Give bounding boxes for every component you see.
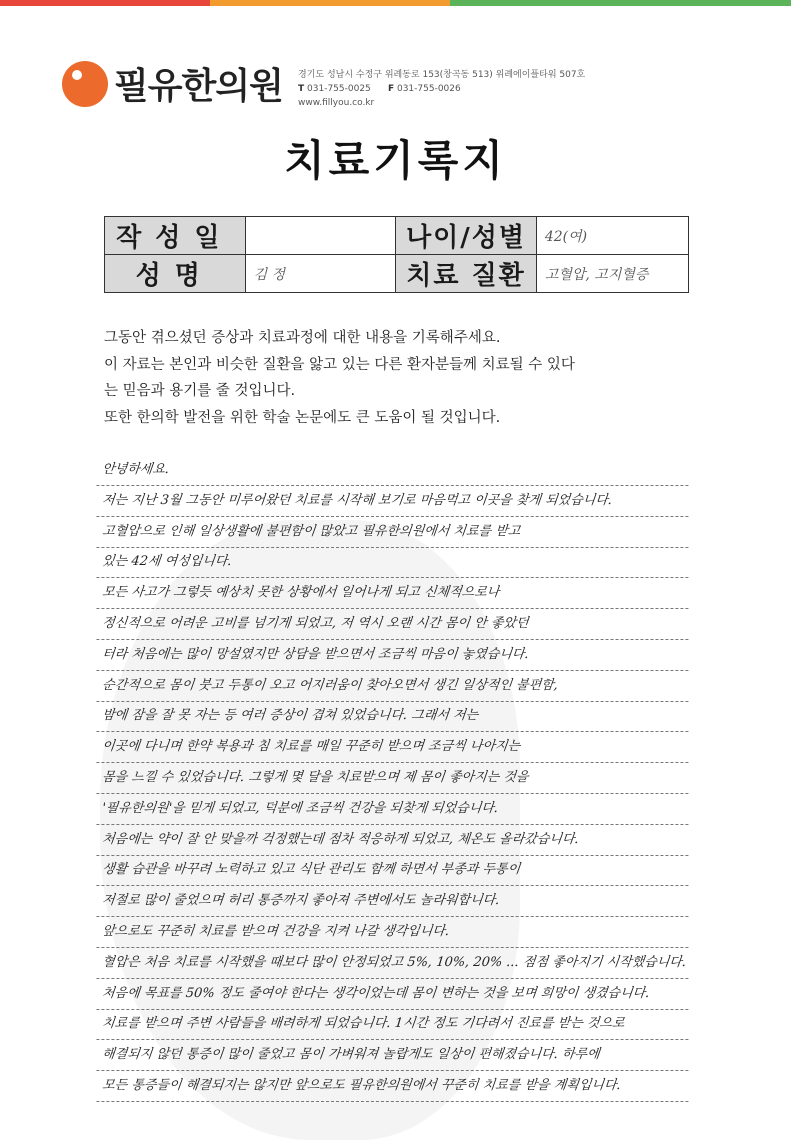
date-value: [245, 217, 396, 255]
phone-label: T: [298, 84, 305, 94]
handwritten-line: 생활 습관을 바꾸려 노력하고 있고 식단 관리도 함께 하면서 부종과 두통이: [96, 855, 691, 886]
handwritten-line: 몸을 느낄 수 있었습니다. 그렇게 몇 달을 치료받으며 제 몸이 좋아지는 것을: [96, 763, 691, 794]
handwritten-line: 안녕하세요.: [96, 455, 691, 486]
handwritten-line: 모든 통증들이 해결되지는 않지만 앞으로도 필유한의원에서 꾸준히 치료를 받을 계획입니다.: [96, 1071, 691, 1102]
phone-number: 031-755-0025: [307, 84, 371, 94]
info-table: [104, 216, 689, 293]
logo-text: 필유한의원: [114, 66, 283, 107]
handwritten-line: 터라 처음에는 많이 망설였지만 상담을 받으면서 조금씩 마음이 놓였습니다.: [96, 640, 691, 671]
handwritten-line: 치료를 받으며 주변 사람들을 배려하게 되었습니다. 1시간 정도 기다려서 진료를 받는 것으로: [96, 1009, 691, 1040]
age-sex-value: 42(여): [536, 217, 688, 255]
fax-label: F: [387, 84, 395, 94]
top-color-bar: [0, 0, 791, 6]
handwritten-line: 해결되지 않던 통증이 많이 줄었고 몸이 가벼워져 놀랍게도 일상이 편해졌습니다. 하루에: [96, 1040, 691, 1071]
handwritten-line: 있는 42세 여성입니다.: [96, 547, 691, 578]
handwritten-line: 모든 사고가 그렇듯 예상치 못한 상황에서 일어나게 되고 신체적으로나: [96, 578, 691, 609]
handwritten-line: 밤에 잠을 잘 못 자는 등 여러 증상이 겹쳐 있었습니다. 그래서 저는: [96, 701, 691, 732]
logo-circle-icon: [62, 61, 108, 107]
clinic-website: www.fillyou.co.kr: [298, 98, 375, 108]
document-title: 치료기록지: [284, 136, 507, 185]
disease-label: 치료 질환: [396, 255, 537, 293]
instruction-line: 또한 한의학 발전을 위한 학술 논문에도 큰 도움이 될 것입니다.: [104, 409, 501, 426]
handwritten-line: 앞으로도 꾸준히 치료를 받으며 건강을 지켜 나갈 생각입니다.: [96, 917, 691, 948]
clinic-phone-fax: [298, 82, 585, 96]
handwritten-line: '필유한의원'을 믿게 되었고, 덕분에 조금씩 건강을 되찾게 되었습니다.: [96, 794, 691, 825]
handwritten-line: 이곳에 다니며 한약 복용과 침 치료를 매일 꾸준히 받으며 조금씩 나아지는: [96, 732, 691, 763]
instruction-line: 는 믿음과 용기를 줄 것입니다.: [104, 383, 296, 400]
date-label: 작성일: [105, 217, 246, 255]
disease-value: 고혈압, 고지혈증: [536, 255, 688, 293]
handwritten-line: 처음에는 약이 잘 안 맞을까 걱정했는데 점차 적응하게 되었고, 체온도 올라갔습니다.: [96, 825, 691, 856]
fax-number: 031-755-0026: [396, 84, 461, 94]
handwritten-record: [98, 455, 690, 1102]
info-row: [105, 217, 689, 255]
handwritten-line: 정신적으로 어려운 고비를 넘기게 되었고, 저 역시 오랜 시간 몸이 안 좋았던: [96, 609, 691, 640]
handwritten-line: 혈압은 처음 치료를 시작했을 때보다 많이 안정되었고 5%, 10%, 20% ... 점점 좋아지기 시작했습니다.: [96, 948, 691, 979]
instruction-line: 이 자료는 본인과 비슷한 질환을 앓고 있는 다른 환자분들께 치료될 수 있다: [104, 356, 575, 373]
age-sex-label: 나이/성별: [396, 217, 537, 255]
instruction-line: 그동안 겪으셨던 증상과 치료과정에 대한 내용을 기록해주세요.: [104, 330, 501, 346]
handwritten-line: 고혈압으로 인해 일상생활에 불편함이 많았고 필유한의원에서 치료를 받고: [96, 517, 691, 548]
handwritten-line: 저절로 많이 줄었으며 허리 통증까지 좋아져 주변에서도 놀라워합니다.: [96, 886, 691, 917]
handwritten-line: 처음에 목표를 50% 정도 줄여야 한다는 생각이었는데 몸이 변하는 것을 보며 희망이 생겼습니다.: [96, 979, 691, 1010]
info-row: [105, 255, 689, 293]
clinic-address: 경기도 성남시 수정구 위례동로 153(창곡동 513) 위례에이플타워 507호: [298, 70, 586, 80]
name-label: 성명: [105, 255, 246, 293]
instructions: [104, 325, 704, 431]
handwritten-line: 순간적으로 몸이 붓고 두통이 오고 어지러움이 찾아오면서 생긴 일상적인 불편함,: [96, 671, 691, 702]
handwritten-line: 저는 지난 3월 그동안 미루어왔던 치료를 시작해 보기로 마음먹고 이곳을 찾게 되었습니다.: [96, 486, 691, 517]
clinic-logo: [62, 58, 283, 109]
clinic-contact: [298, 68, 585, 110]
name-value: 김 정: [245, 255, 396, 293]
